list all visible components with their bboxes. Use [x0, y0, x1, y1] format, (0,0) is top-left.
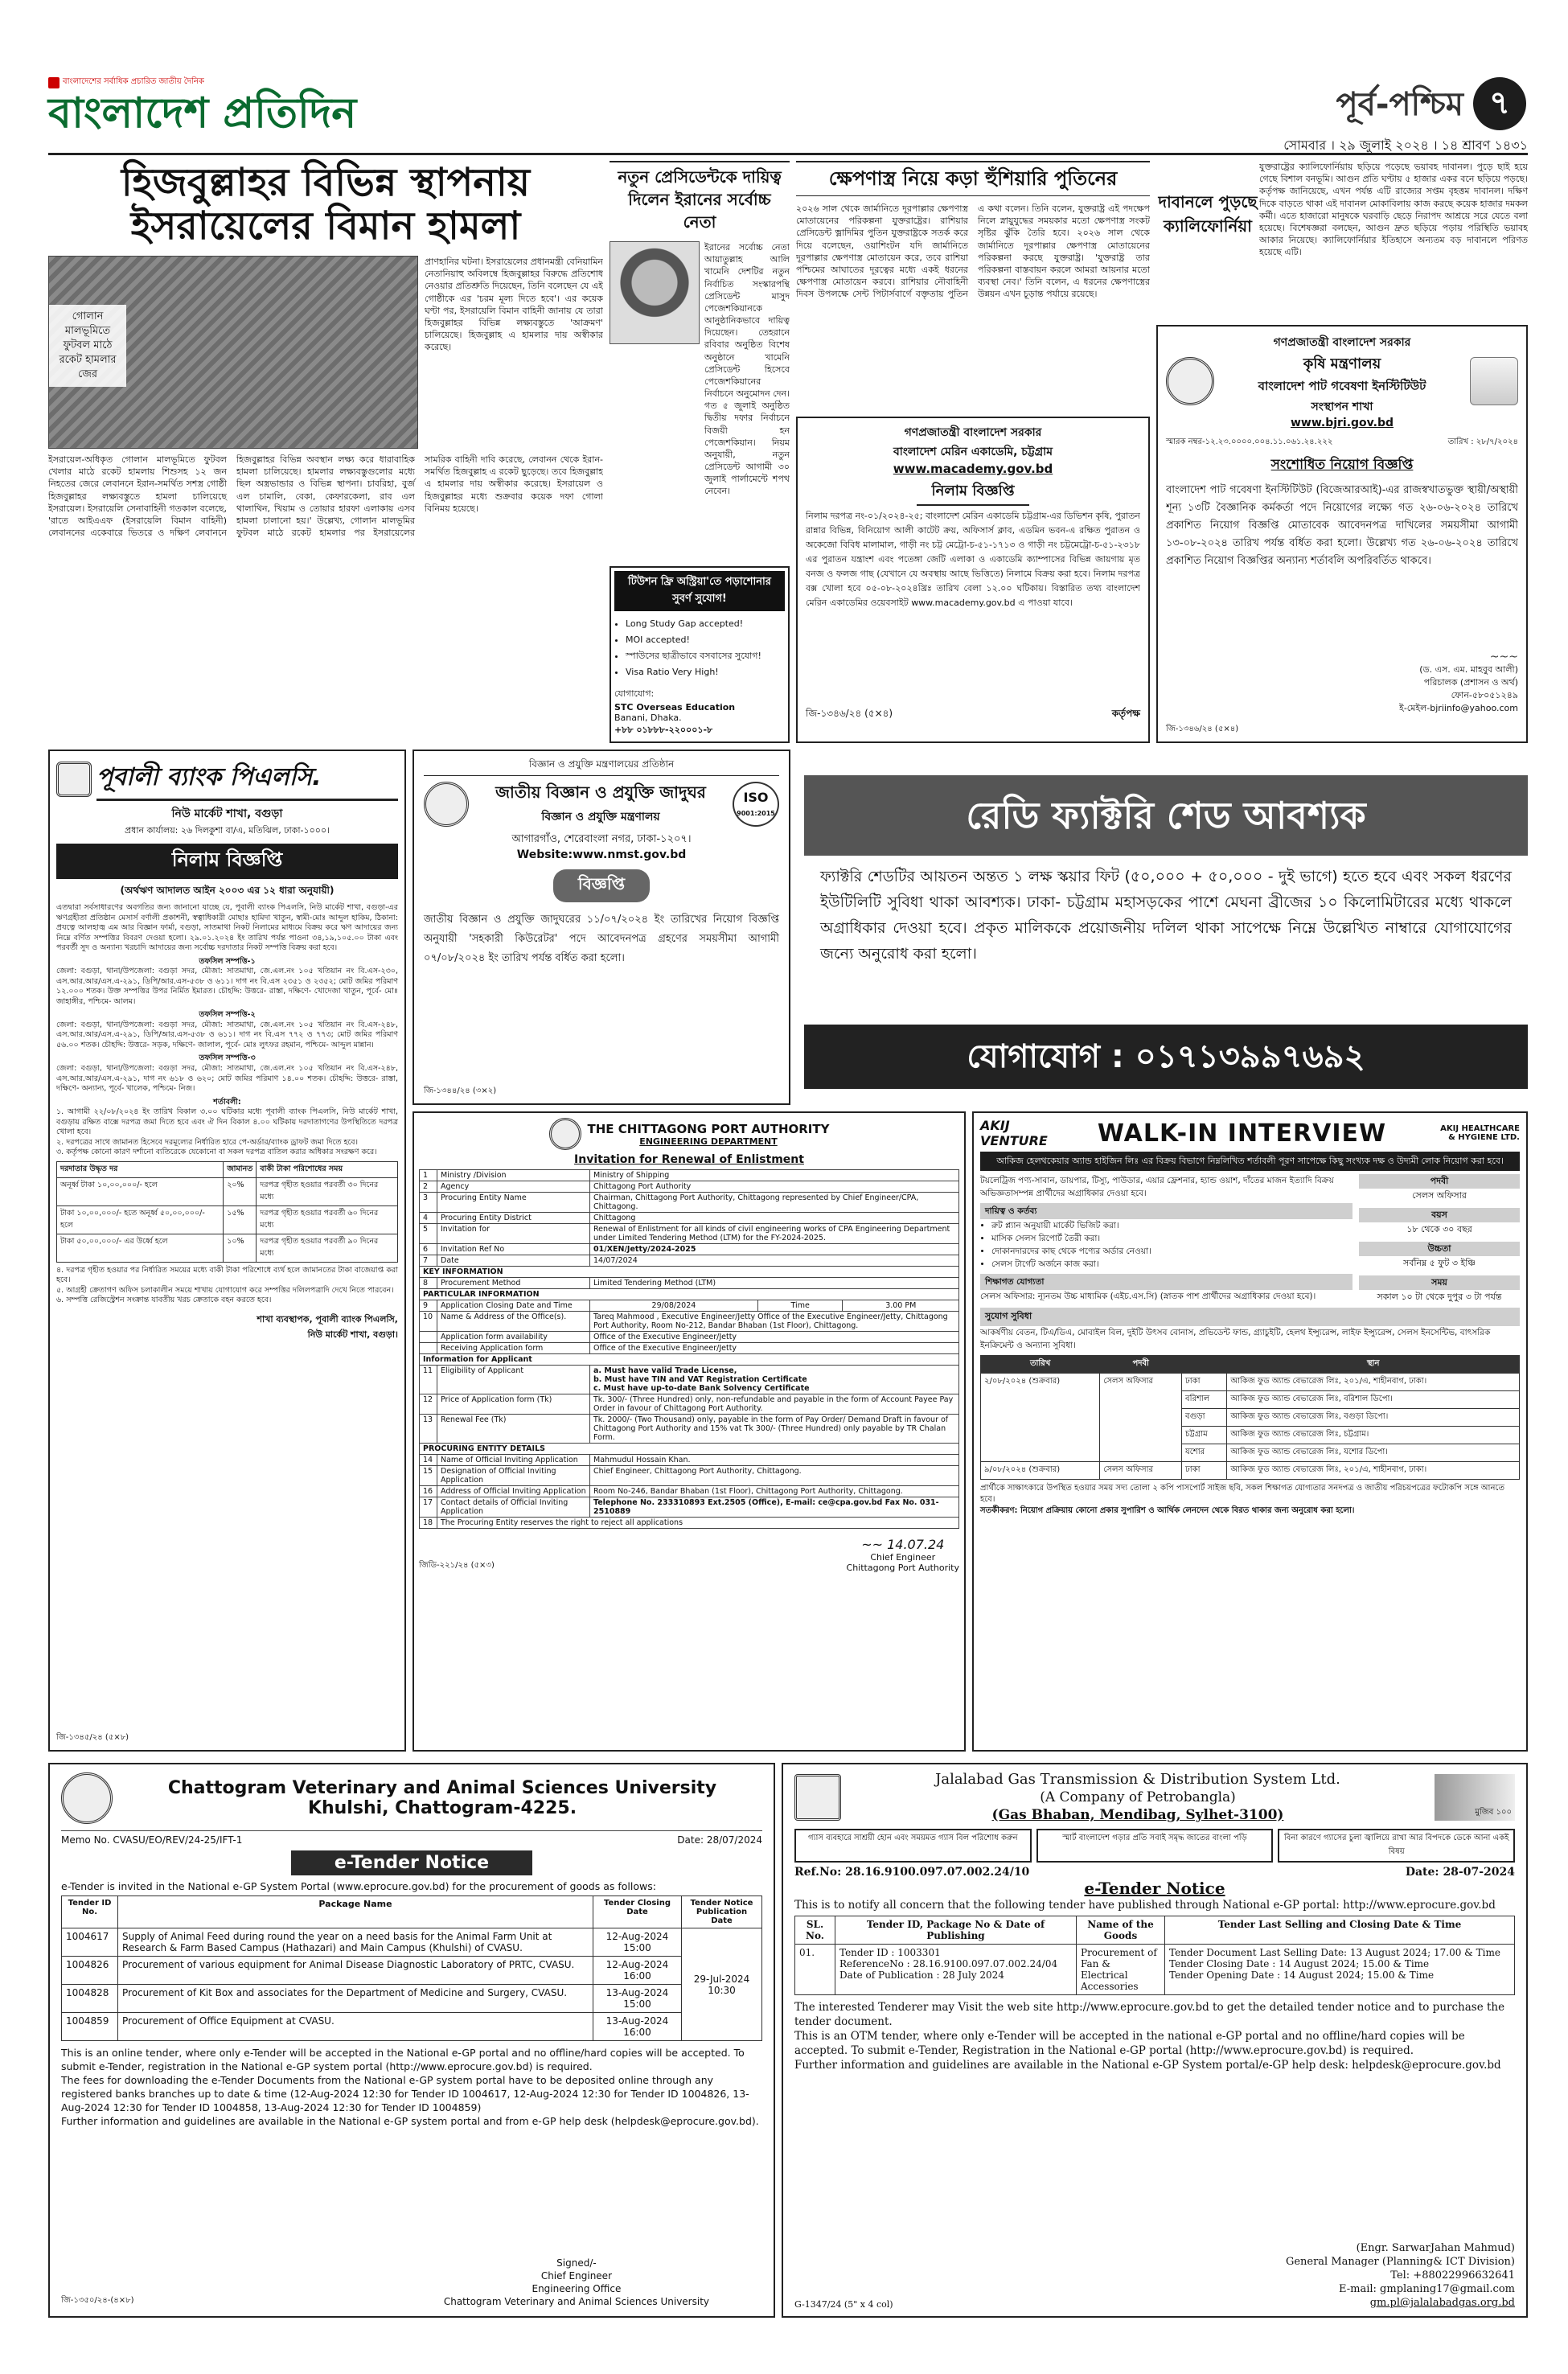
putin-headline: ক্ষেপণাস্ত্র নিয়ে কড়া হুঁশিয়ারি পুতিনের	[796, 161, 1150, 196]
cvasu-title: e-Tender Notice	[291, 1850, 532, 1875]
jute-body: বাংলাদেশ পাট গবেষণা ইনস্টিটিউট (বিজেআরআই)-এর রাজস্বখাতভুক্ত স্থায়ী/অস্থায়ী শূন্য ১৩টি বৈজ্ঞানিক কর্মকর্তা পদে নিয়োগের লক্ষ্যে গত ২৬-০৬-২০২৪ তারিখে প্রকাশিত নিয়োগ বিজ্ঞপ্তি মোতাবেক আবেদনপত্র দাখিলের সময়সীমা আগামী ১৩-০৮-২০২৪ তারিখ পর্যন্ত বর্ধিত করা হলো। উল্লেখ্য গত ২৬-০৬-২০২৪ তারিখে প্রকাশিত নিয়োগ বিজ্ঞপ্তির অন্যান্য শর্তাবলি অপরিবর্তিত থাকবে।	[1166, 484, 1518, 567]
pubali-sched3: জেলা: বগুড়া, থানা/উপজেলা: বগুড়া সদর, মৌজা: সাতমাথা, জে.এল.নং ১০৫ খতিয়ান নং বি.এস-২৪৮, এস.আর.আর/এস.এ-২৯১, দাগ নং ৬১৮ ও ৬২০; মোট জমির পরিমাণ ১৪.০০ শতক। চৌহদ্দি: উত্তরে- রাস্তা, দক্ষিণে- অন্যান্য, পূর্বে- খালেক, পশ্চিমে- নিজ।	[56, 1063, 398, 1094]
table-row: 2 Agency Chittagong Port Authority	[420, 1181, 959, 1193]
jute-gov: গণপ্রজাতন্ত্রী বাংলাদেশ সরকার	[1273, 336, 1411, 349]
jgtd-table: SL. No. Tender ID, Package No & Date of Publishing Name of the Goods Tender Last Selling and Closing Date & Time 01. Tender ID : 1003301 ReferenceNo : 28.16.9100.097.07.002.24/04 Date of Publication : 28 July 2024 Procurement of Fan & Electrical Accessories Tender Document Last Selling Date: 13 August 2024; 17.00 & Time Tender Closing Date : 14 August 2024; 15.00 & Time Tender Opening Date : 14 August 2024; 15.00 & Time	[794, 1916, 1515, 1995]
marine-ref: জি-১৩৪৬/২৪ (৫×৪)	[806, 708, 893, 719]
port-authority-ad	[413, 1111, 966, 1752]
tuition-phone[interactable]: +৮৮ ০১৮৮৮-২২০০০১-৮	[614, 725, 713, 735]
list-item: • রুট প্ল্যান অনুযায়ী মার্কেট ভিজিট করা।	[991, 1219, 1353, 1232]
table-row: ২/০৮/২০২৪ (শুক্রবার) সেলস অফিসার ঢাকা আকিজ ফুড অ্যান্ড বেভারেজ লিঃ, ২০১/এ, শাহীনবাগ, ঢাকা।	[981, 1374, 1520, 1391]
table-row: 10 Name & Address of the Office(s). Tareq Mahmood , Executive Engineer/Jetty Office of the Executive Engineer/Jetty, Chittagong Port Authority, Room No-212, Bandar Bhaban (1st Floor), Chittagong.	[420, 1312, 959, 1332]
akij-schedule-table: তারিখ পদবী স্থান ২/০৮/২০২৪ (শুক্রবার) সেলস অফিসার ঢাকা আকিজ ফুড অ্যান্ড বেভারেজ লিঃ, ২০১/এ, শাহীনবাগ, ঢাকা। বরিশাল আকিজ ফুড অ্যান্ড বেভারেজ লিঃ, বরিশাল ডিপো। বগুড়া আকিজ ফুড অ্যান্ড বেভারেজ লিঃ, বগুড়া ডিপো। চট্টগ্রাম আকিজ ফুড অ্যান্ড বেভারেজ লিঃ, চট্টগ্রাম। যশোর আকিজ ফুড অ্যান্ড বেভারেজ লিঃ, যশোর ডিপো। ৯/০৮/২০২৪ (শুক্রবার) সেলস অফিসার ঢাকা আকিজ ফুড অ্যান্ড বেভারেজ লিঃ, ২০১/এ, শাহীনবাগ, ঢাকা।	[980, 1355, 1520, 1480]
science-museum-ad	[413, 750, 790, 1105]
akij-height-header: উচ্চতা	[1359, 1242, 1520, 1256]
table-row: Application form availability Office of the Executive Engineer/Jetty	[420, 1332, 959, 1343]
cvasu-para2: The fees for downloading the e-Tender Documents from the National e-GP system portal have to be deposited online through any registered banks branches up to date & time (12-Aug-2024 12:30 for Tender ID 1004617, 12-Aug-2024 12:30 for Tender ID 1004826, 13-Aug-2024 12:30 for Tender ID 1004858, 13-Aug-2024 12:30 for Tender ID 1004859)	[61, 2074, 749, 2113]
cvasu-name: Chattogram Veterinary and Animal Sciences University	[167, 1778, 717, 1798]
marine-gov: গণপ্রজাতন্ত্রী বাংলাদেশ সরকার	[904, 426, 1042, 439]
akij-duty-header: দায়িত্ব ও কর্তব্য	[980, 1203, 1353, 1219]
table-row: 9 Application Closing Date and Time 29/08/2024 Time 3.00 PM	[420, 1300, 959, 1312]
jgtd-para3: Further information and guidelines are available in the National e-GP System portal/e-GP help desk: helpdesk@eprocure.gov.bd	[794, 2059, 1501, 2072]
badge-icon	[48, 77, 60, 88]
pubali-sched3-title: তফসিল সম্পত্তি-৩	[199, 1054, 256, 1063]
table-row: ৯/০৮/২০২৪ (শুক্রবার) সেলস অফিসার ঢাকা আকিজ ফুড অ্যান্ড বেভারেজ লিঃ, ২০১/এ, শাহীনবাগ, ঢাকা।	[981, 1462, 1520, 1480]
jgtd-intro: This is to notify all concern that the following tender have published through National e-GP portal: http://www.eprocure.gov.bd	[794, 1899, 1496, 1912]
akij-edu-header: শিক্ষাগত যোগ্যতা	[980, 1274, 1353, 1290]
table-row: যশোর আকিজ ফুড অ্যান্ড বেভারেজ লিঃ, যশোর ডিপো।	[981, 1444, 1520, 1462]
cvasu-address: Khulshi, Chattogram-4225.	[307, 1798, 577, 1818]
port-title: THE CHITTAGONG PORT AUTHORITY	[587, 1121, 830, 1136]
jgtd-tel: Tel: +88022996632641	[1390, 2269, 1515, 2282]
signature: ~~~	[1489, 651, 1518, 663]
cvasu-intro: e-Tender is invited in the National e-GP System Portal (www.eprocure.gov.bd) for the procurement of goods as follows:	[61, 1880, 656, 1892]
dateline: সোমবার । ২৯ জুলাই ২০২৪ । ১৪ শ্রাবণ ১৪৩১	[1283, 138, 1528, 153]
california-body: যুক্তরাষ্ট্রের ক্যালিফোর্নিয়ায় ছড়িয়ে পড়েছে ভয়াবহ দাবানল। পুড়ে ছাই হয়ে গেছে বিশাল বনভূমি। আগুন প্রতি ঘণ্টায় ৫ হাজার একর বনে ছড়িয়ে পড়ছে। কর্তৃপক্ষ জানিয়েছে, এখন পর্যন্ত এটি রাজ্যের সপ্তম বৃহত্তম দাবানল। দক্ষিণ দিকে বাড়তে থাকা এই দাবানল মোকাবিলায় কাজ করছে কয়েক হাজার দমকল কর্মী। এতে হাজারো মানুষকে ঘরবাড়ি ছেড়ে নিরাপদ আশ্রয়ে সরে যেতে বলা হয়েছে। বিশেষজ্ঞরা বলছেন, আগুন দ্রুত ছড়িয়ে পড়ায় পরিস্থিতি ভয়াবহ আকার নিয়েছে। ক্যালিফোর্নিয়ার ইতিহাসে অন্যতম বড় দাবানলে পরিণত হয়েছে এটি।	[1259, 162, 1528, 258]
table-row: 01. Tender ID : 1003301 ReferenceNo : 28.16.9100.097.07.002.24/04 Date of Publication : 28 July 2024 Procurement of Fan & Electrical Accessories Tender Document Last Selling Date: 13 August 2024; 17.00 & Time Tender Closing Date : 14 August 2024; 15.00 & Time Tender Opening Date : 14 August 2024; 15.00 & Time	[795, 1945, 1515, 1995]
photo-caption: গোলান মালভূমিতে ফুটবল মাঠে রকেট হামলার জের	[49, 305, 126, 387]
jute-phone: ফোন-৫৮০৫১২৪৯	[1451, 690, 1518, 700]
shed-contact[interactable]: যোগাযোগ : ০১৭১৩৯৯৭৬৯২	[804, 1025, 1528, 1089]
akij-note: প্রার্থীকে সাক্ষাৎকারে উপস্থিত হওয়ার সময় সদ্য তোলা ২ কপি পাসপোর্ট সাইজ ছবি, সকল শিক্ষাগত যোগ্যতার সনদপত্র ও জাতীয় পরিচয়পত্রের ফটোকপি সঙ্গে আনতে হবে।	[980, 1484, 1504, 1504]
iso-badge: ISO 9001:2015	[733, 782, 779, 827]
akij-post: সেলস অফিসার	[1412, 1190, 1467, 1201]
jgtd-date: Date: 28-07-2024	[1405, 1866, 1515, 1879]
jute-email[interactable]: ই-মেইল-bjriinfo@yahoo.com	[1399, 703, 1518, 713]
jute-institute: বাংলাদেশ পাট গবেষণা ইনস্টিটিউট	[1258, 379, 1426, 393]
museum-address: আগারগাঁও, শেরেবাংলা নগর, ঢাকা-১২০৭।	[511, 833, 692, 845]
shed-title: রেডি ফ্যাক্টরি শেড আবশ্যক	[804, 775, 1528, 856]
factory-shed-ad	[804, 775, 1528, 1097]
cvasu-tender-ad	[48, 1763, 775, 2318]
table-row: 7 Date 14/07/2024	[420, 1255, 959, 1267]
list-item: • দোকানদারদের কাছ থেকে পণ্যের অর্ডার নেওয়া।	[991, 1245, 1353, 1258]
shed-body: ফ্যাক্টরি শেডটির আয়তন অন্তত ১ লক্ষ স্কয়ার ফিট (৫০,০০০ + ৫০,০০০ - দুই ভাগে) হতে হবে এবং সকল ধরণের ইউটিলিটি সুবিধা থাকা আবশ্যক। ঢাকা- চট্টগ্রাম মহাসড়কের পাশে মেঘনা ব্রীজের ১০ কিলোমিটারের মধ্যে থাকলে অগ্রাধিকার দেওয়া হবে। প্রকৃত মালিককে প্রয়োজনীয় দলিল থাকা সাপেক্ষে নিম্নে উল্লেখিত নাম্বারে যোগাযোগের জন্যে অনুরোধ করা হলো।	[820, 868, 1512, 963]
akij-post-header: পদবী	[1359, 1174, 1520, 1189]
jute-ministry: কৃষি মন্ত্রণালয়	[1303, 355, 1381, 372]
cvasu-chief: Chief Engineer	[540, 2270, 612, 2282]
list-item: • স্পাউসের ছাত্রীভাবে বসবাসের সুযোগ!	[626, 648, 785, 664]
table-row: 13 Renewal Fee (Tk) Tk. 2000/- (Two Thousand) only, payable in the form of Pay Order/ Demand Draft in favour of Chittagong Port Authority and 15% vat Tk 300/- (Three Hundred) only payable by TR Chalan Form.	[420, 1415, 959, 1444]
akij-brand2: AKIJ HEALTHCARE & HYGIENE LTD.	[1440, 1124, 1520, 1142]
jgtd-sub: (A Company of Petrobangla)	[1040, 1789, 1236, 1805]
cvasu-univ: Chattogram Veterinary and Animal Sciences University	[443, 2296, 709, 2307]
table-row: 1 Ministry /Division Ministry of Shipping	[420, 1170, 959, 1181]
port-ref: জিডি-২২১/২৪ (৫×৩)	[419, 1561, 495, 1570]
akij-age: ১৮ থেকে ৩০ বছর	[1406, 1224, 1472, 1234]
jute-research-ad	[1156, 325, 1528, 743]
mujib100-logo: মুজিব ১০০	[1435, 1774, 1515, 1821]
list-item: • MOI accepted!	[626, 632, 785, 648]
jute-memo: স্মারক নম্বর-১২.২৩.০০০০.০০৪.১১.০৬১.২৪.২২২	[1166, 437, 1333, 446]
table-row: 1004859 Procurement of Office Equipment at CVASU. 13-Aug-2024 16:00	[62, 2013, 762, 2041]
jgtd-slogan3: বিনা কারণে গ্যাসের চুলা জ্বালিয়ে রাখা আর বিপদকে ডেকে আনা একই বিষয়	[1278, 1829, 1515, 1863]
jgtd-slogan1: গ্যাস ব্যবহারে সাশ্রয়ী হোন এবং সময়মত গ্যাস বিল পরিশোধ করুন	[794, 1829, 1032, 1863]
pubali-sched2: জেলা: বগুড়া, থানা/উপজেলা: বগুড়া সদর, মৌজা: সাতমাথা, জে.এল.নং ১০৫ খতিয়ান নং বি.এস-২৪৮, এস.আর.আর/এস.এ-২৯১, ডিপি/আর.এস-৫৩৮ ও ৬১১। দাগ নং বি.এস ৭৭২ ও ৭৭৩; মোট জমির পরিমাণ ৫৬.০০ শতক। চৌহদ্দি: উত্তরে- সড়ক, দক্ষিণে- জালাল, পূর্বে- মোঃ লুৎফর রহমান, পশ্চিমে- আব্দুল মান্নান।	[56, 1020, 398, 1049]
port-signer2: Chittagong Port Authority	[846, 1563, 959, 1573]
table-row: 14 Name of Official Inviting Application Mahmudul Hossain Khan.	[420, 1455, 959, 1466]
signature: ~~ 14.07.24	[861, 1537, 945, 1552]
port-signer: Chief Engineer	[870, 1552, 936, 1563]
cvasu-table: Tender ID No. Package Name Tender Closing Date Tender Notice Publication Date 1004617 Supply of Animal Feed during round the year on a need basis for the Animal Farm Unit at Research & Farm Based Campus (Hathazari) and Main Campus (Khulshi) of CVASU. 12-Aug-2024 15:00 29-Jul-2024 10:30 1004826 Procurement of various equipment for Animal Disease Diagnostic Laboratory of PRTC, CVASU. 12-Aug-2024 16:00 1004828 Procurement of Kit Box and associates for the Department of Medicine and Surgery, CVASU. 13-Aug-2024 15:00 1004859 Procurement of Office Equipment at CVASU. 13-Aug-2024 16:00	[61, 1896, 762, 2041]
museum-ref: জি-১৩৪৪/২৪ (৩×২)	[424, 1086, 497, 1095]
port-table: 1 Ministry /Division Ministry of Shipping 2 Agency Chittagong Port Authority 3 Procuring Entity Name Chairman, Chittagong Port Authority, Chittagong represented by Chief Engineer/CPA, Chittagong. 4 Procuring Entity District Chittagong 5 Invitation for Renewal of Enlistment for all kinds of civil engineering works of CPA Engineering Department under Limited Tendering Method (LTM) for the FY-2024-2025. 6 Invitation Ref No 01/XEN/Jetty/2024-2025 7 Date 14/07/2024 KEY INFORMATION 8 Procurement Method Limited Tendering Method (LTM) PARTICULAR INFORMATION 9 Application Closing Date and Time 29/08/2024 Time 3.00 PM 10 Name & Address of the Office(s). Tareq Mahmood , Executive Engineer/Jetty Office of the Executive Engineer/Jetty, Chittagong Port Authority, Room No-212, Bandar Bhaban (1st Floor), Chittagong. Application form availability Office of the Executive Engineer/Jetty Receiving Application form Office of the Executive Engineer/Jetty Information for Applicant 11 Eligibility of Applicant a. Must have valid Trade License, b. Must have TIN and VAT Registration Certificate c. Must have up-to-date Bank Solvency Certificate 12 Price of Application form (Tk) Tk. 300/- (Three Hundred) only, non-refundable and payable in the form of Account Payee Pay Order in favour of Chittagong Port Authority. 13 Renewal Fee (Tk) Tk. 2000/- (Two Thousand) only, payable in the form of Pay Order/ Demand Draft in favour of Chittagong Port Authority and 15% vat Tk 300/- (Three Hundred) only payable by TR Chalan Form. PROCURING ENTITY DETAILS 14 Name of Official Inviting Application Mahmudul Hossain Khan. 15 Designation of Official Inviting Application Chief Engineer, Chittagong Port Authority, Chittagong. 16 Address of Official Inviting Application Room No-246, Bandar Bhaban (1st Floor), Chittagong Port Authority, Chittagong. 17 Contact details of Official Inviting Application Telephone No. 233310893 Ext.2505 (Office), E-mail: ce@cpa.gov.bd Fax No. 031-2510889 18 The Procuring Entity reserves the right to reject all applications	[419, 1169, 959, 1529]
akij-height: সর্বনিম্ন ৫ ফুট ৩ ইঞ্চি	[1403, 1258, 1476, 1268]
akij-time-header: সময়	[1359, 1275, 1520, 1290]
putin-body: ২০২৬ সাল থেকে জার্মানিতে দূরপাল্লার ক্ষেপণাস্ত্র মোতায়েনের পরিকল্পনা যুক্তরাষ্ট্রের। রাশিয়ার প্রেসিডেন্ট ভ্লাদিমির পুতিন যুক্তরাষ্ট্রকে সতর্ক করে দিয়ে বলেছেন, ওয়াশিংটন যদি জার্মানিতে দূরপাল্লার ক্ষেপণাস্ত্র মোতায়েন করে, তবে রাশিয়া পশ্চিমের আঘাতের দূরত্বের মধ্যে একই ধরনের ক্ষেপণাস্ত্র মোতায়েন করবে। রাশিয়ার নৌবাহিনী দিবস উপলক্ষে সেন্ট পিটার্সবার্গে বক্তৃতায় পুতিন এ কথা বলেন। তিনি বলেন, যুক্তরাষ্ট্র এই পদক্ষেপ নিলে স্নায়ুযুদ্ধের সময়কার মতো ক্ষেপণাস্ত্র সংকট সৃষ্টির ঝুঁকি তৈরি হবে। ২০২৬ সাল থেকে জার্মানিতে দূরপাল্লার ক্ষেপণাস্ত্র মোতায়েনের পরিকল্পনা করছে যুক্তরাষ্ট্র। 'যুক্তরাষ্ট্র তার পরিকল্পনা বাস্তবায়ন করলে আমরা আয়নার মতো ব্যবস্থা নেব।' তিনি বলেন, এ ধরনের ক্ষেপণাস্ত্রের উন্নয়ন এখন চূড়ান্ত পর্যায়ে রয়েছে।	[796, 203, 1150, 300]
masthead-tagline: বাংলাদেশের সর্বাধিক প্রচারিত জাতীয় দৈনিক	[48, 76, 418, 89]
akij-age-header: বয়স	[1359, 1208, 1520, 1222]
government-seal-icon	[1166, 357, 1214, 405]
marine-sign: কর্তৃপক্ষ	[1111, 708, 1140, 719]
jute-branch: সংস্থাপন শাখা	[1311, 400, 1373, 413]
akij-benefit-header: সুযোগ সুবিধা	[980, 1308, 1520, 1326]
museum-logo-icon	[424, 782, 469, 827]
jgtd-slogan2: স্মার্ট বাংলাদেশ গড়ার প্রতি সবাই সমৃদ্ধ জাতের বাংলা পড়ি	[1036, 1829, 1274, 1863]
pubali-sign: শাখা ব্যবস্থাপক, পূবালী ব্যাংক পিএলসি,	[257, 1313, 398, 1325]
pubali-bank-ad	[48, 750, 406, 1752]
table-row: 3 Procuring Entity Name Chairman, Chittagong Port Authority, Chittagong represented by Chief Engineer/CPA, Chittagong.	[420, 1193, 959, 1213]
page-number-badge: ৭	[1473, 77, 1526, 130]
museum-name: জাতীয় বিজ্ঞান ও প্রযুক্তি জাদুঘর	[495, 782, 706, 802]
table-row: 18 The Procuring Entity reserves the right to reject all applications	[420, 1518, 959, 1529]
pubali-sign2: নিউ মার্কেট শাখা, বগুড়া।	[307, 1329, 398, 1340]
jgtd-address: (Gas Bhaban, Mendibag, Sylhet-3100)	[991, 1807, 1284, 1823]
jute-ref: জি-১৩৪৬/২৪ (৫×৪)	[1166, 725, 1239, 733]
table-row: 11 Eligibility of Applicant a. Must have valid Trade License, b. Must have TIN and VAT Registration Certificate c. Must have up-to-date Bank Solvency Certificate	[420, 1366, 959, 1394]
akij-duty-list	[980, 1219, 1353, 1271]
jgtd-title: e-Tender Notice	[1084, 1879, 1225, 1898]
cvasu-office: Engineering Office	[532, 2283, 622, 2294]
table-row: 6 Invitation Ref No 01/XEN/Jetty/2024-2025	[420, 1244, 959, 1255]
jgtd-para2: This is an OTM tender, where only e-Tender will be accepted in the national e-GP portal and no offline/hard copies will be accepted. To submit e-Tender, Registration in the National e-GP portal (http://www.eprocure.gov.bd) is required.	[794, 2030, 1465, 2057]
deposit-table	[56, 1161, 398, 1263]
table-row: বগুড়া আকিজ ফুড অ্যান্ড বেভারেজ লিঃ, বগুড়া ডিপো।	[981, 1409, 1520, 1427]
marine-title: নিলাম বিজ্ঞপ্তি	[917, 479, 1029, 506]
jgtd-web[interactable]: gm.pl@jalalabadgas.org.bd	[1369, 2297, 1515, 2309]
table-row: অনূর্ধ্ব টাকা ১০,০০,০০০/- হলে ২০% দরপত্র গৃহীত হওয়ার পরবর্তী ৩০ দিনের মধ্যে	[57, 1177, 398, 1205]
hezbollah-body-b: প্রাণহানির ঘটনা। ইসরায়েলের প্রধানমন্ত্রী বেনিয়ামিন নেতানিয়াহু অবিলম্বে হিজবুল্লাহর বিরুদ্ধে প্রতিশোধ নেওয়ার প্রতিশ্রুতি দিয়েছেন, তিনি বলেছেন যে এই গোষ্ঠীকে এর 'চরম মূল্য দিতে হবে'। এর কয়েক ঘণ্টা পর, ইসরায়েলি বিমান বাহিনী জানায় যে তারা হিজবুল্লাহর বিভিন্ন লক্ষ্যবস্তুতে 'আক্রমণ' চালিয়েছে। হিজবুল্লাহ এ হামলার দায় অস্বীকার করেছে।	[425, 257, 603, 353]
pubali-terms2: ৪. দরপত্র গৃহীত হওয়ার পর নির্ধারিত সময়ের মধ্যে বাকী টাকা পরিশোধে ব্যর্থ হলে জামানতের টাকা বাজেয়াপ্ত করা হবে। ৫. আগ্রহী ক্রেতাগণ অফিস চলাকালীন সময়ে শাখায় যোগাযোগ করে সম্পত্তির দলিলপত্রাদি দেখে নিতে পারবেন। ৬. সম্পত্তি রেজিস্ট্রেশন সংক্রান্ত যাবতীয় খরচ ক্রেতাকে বহন করতে হবে।	[56, 1265, 398, 1305]
pubali-act: (অর্থঋণ আদালত আইন ২০০৩ এর ১২ ধারা অনুযায়ী)	[120, 885, 335, 896]
museum-ministry: বিজ্ঞান ও প্রযুক্তি মন্ত্রণালয়	[541, 811, 660, 824]
port-notice: Invitation for Renewal of Enlistment	[574, 1153, 804, 1166]
jgtd-gref: G-1347/24 (5" x 4 col)	[794, 2299, 893, 2310]
table-row: 5 Invitation for Renewal of Enlistment for all kinds of civil engineering works of CPA Engineering Department under Limited Tendering Method (LTM) for the FY-2024-2025.	[420, 1224, 959, 1244]
table-row: 17 Contact details of Official Inviting Application Telephone No. 233310893 Ext.2505 (Office), E-mail: ce@cpa.gov.bd Fax No. 031-2510889	[420, 1497, 959, 1518]
table-row: 12 Price of Application form (Tk) Tk. 300/- (Three Hundred) only, non-refundable and payable in the form of Account Payee Pay Order in favour of Chittagong Port Authority.	[420, 1394, 959, 1415]
section-title: পূর্ব-পশ্চিম	[1336, 86, 1463, 123]
tuition-title: টিউশন ফ্রি অস্ট্রিয়া'তে পড়াশোনার সুবর্ণ সুযোগ!	[614, 571, 785, 611]
jute-signer: (ড. এস. এম. মাহবুব আলী)	[1419, 664, 1518, 675]
museum-title: বিজ্ঞপ্তি	[553, 869, 650, 902]
cvasu-para1: This is an online tender, where only e-Tender will be accepted in the National e-GP portal and no offline/hard copies will be accepted. To submit e-Tender, registration in the National e-GP system portal (http://www.eprocure.gov.bd) is required.	[61, 2047, 745, 2072]
pubali-ref: জি-১৩৪৫/২৪ (৫×৮)	[56, 1733, 129, 1742]
port-logo-icon	[549, 1118, 581, 1150]
list-item: • মাসিক সেলস রিপোর্ট তৈরী করা।	[991, 1232, 1353, 1245]
pubali-logo-icon	[56, 762, 92, 797]
jgtd-email[interactable]: E-mail: gmplaning17@gmail.com	[1339, 2283, 1515, 2295]
akij-warning: সতর্কীকরণ: নিয়োগ প্রক্রিয়ায় কোনো প্রকার সুপারিশ ও আর্থিক লেনদেন থেকে বিরত থাকার জন্য অনুরোধ করা হলো।	[980, 1506, 1355, 1515]
table-row: টাকা ৫০,০০,০০০/- এর উর্ধ্বে হলে ১০% দরপত্র গৃহীত হওয়ার পরবর্তী ৯০ দিনের মধ্যে	[57, 1234, 398, 1262]
cvasu-ref: জি-১৩৫০/২৪-(৪×৮)	[61, 2296, 134, 2305]
museum-website[interactable]: Website:www.nmst.gov.bd	[516, 848, 687, 861]
list-item: • Long Study Gap accepted!	[626, 616, 785, 632]
port-dept: ENGINEERING DEPARTMENT	[639, 1136, 778, 1147]
akij-brand: AKIJ VENTURE	[980, 1118, 1048, 1148]
marine-academy-ad	[796, 417, 1150, 743]
table-row: 16 Address of Official Inviting Application Room No-246, Bandar Bhaban (1st Floor), Chittagong Port Authority, Chittagong.	[420, 1486, 959, 1497]
table-header: জামানত	[224, 1161, 257, 1177]
akij-edu: সেলস অফিসার: ন্যূনতম উচ্চ মাধ্যমিক (এইচ.এস.সি) (স্নাতক পাশ প্রার্থীদের অগ্রাধিকার দেওয়া হবে)।	[980, 1292, 1316, 1301]
pubali-name: পূবালী ব্যাংক পিএলসি.	[96, 758, 398, 801]
jgtd-desig: General Manager (Planning& ICT Division)	[1285, 2256, 1515, 2268]
table-row: 8 Procurement Method Limited Tendering Method (LTM)	[420, 1278, 959, 1289]
pubali-hq: প্রধান কার্যালয়: ২৬ দিলকুশা বা/এ, মতিঝিল, ঢাকা-১০০০।	[124, 825, 330, 836]
akij-benefit: আকর্ষণীয় বেতন, টিএ/ডিএ, মোবাইল বিল, দুইটি উৎসব বোনাস, প্রভিডেন্ট ফান্ড, গ্র্যাচুইটি, হেলথ ইন্স্যুরেন্স, লাইফ ইন্স্যুরেন্স, সেলস ইনসেন্টিভ, বাৎসরিক ইনক্রিমেন্ট ও অন্যান্য সুবিধা।	[980, 1328, 1491, 1350]
cvasu-logo-icon	[61, 1772, 113, 1824]
jgtd-para1: The interested Tenderer may Visit the web site http://www.eprocure.gov.bd to get the detailed tender notice and to purchase the tender document.	[794, 2001, 1505, 2028]
tuition-ad	[610, 566, 790, 743]
museum-body: জাতীয় বিজ্ঞান ও প্রযুক্তি জাদুঘরের ১১/০৭/২০২৪ ইং তারিখের নিয়োগ বিজ্ঞপ্তি অনুযায়ী 'সহকারী কিউরেটর' পদে আবেদনপত্র গ্রহণের সময়সীমা আগামী ০৭/০৮/২০২৪ ইং তারিখ পর্যন্ত বর্ধিত করা হলো।	[424, 914, 779, 964]
masthead-logo-block	[48, 76, 418, 138]
tuition-contact-label: যোগাযোগ:	[614, 688, 655, 699]
akij-walkin-ad	[972, 1111, 1528, 1752]
jgtd-name: Jalalabad Gas Transmission & Distribution System Ltd.	[935, 1771, 1340, 1788]
pubali-sched1: জেলা: বগুড়া, থানা/উপজেলা: বগুড়া সদর, মৌজা: সাতমাথা, জে.এল.নং ১০৫ খতিয়ান নং বি.এস-২৩০, এস.আর.আর/এস.এ-২৯১, ডিপি/আর.এস-৫৩৮ ও ৬১১। দাগ নং বি.এস ২৩৫১ ও ২৩৫২; মোট জমির পরিমাণ ১২.০০০ শতক। উক্ত সম্পত্তির উপর নির্মিত ইমারত। চৌহদ্দি: উত্তরে- রাস্তা, দক্ষিণে- খোদেজা খাতুন, পূর্বে- মোঃ জাহাঙ্গীর, পশ্চিমে- আলম।	[56, 967, 398, 1006]
tuition-company: STC Overseas Education	[614, 702, 736, 713]
table-row: Receiving Application form Office of the Executive Engineer/Jetty	[420, 1343, 959, 1354]
museum-line1: বিজ্ঞান ও প্রযুক্তি মন্ত্রণালয়ের প্রতিষ্ঠান	[424, 758, 779, 776]
hezbollah-body-a: ইসরায়েল-অধিকৃত গোলান মালভূমিতে ফুটবল খেলার মাঠে রকেট হামলায় শিশুসহ ১২ জন নিহতের জেরে লেবাননে ইরান-সমর্থিত সশস্ত্র গোষ্ঠী হিজবুল্লাহর লক্ষ্যবস্তুতে হামলা চালিয়েছে ইসরায়েল। ইসরায়েলি সেনাবাহিনী গতকাল বলেছে, 'রাতে আইএএফ (ইসরায়েলি বিমান বাহিনী) লেবাননের একেবারে ভিতরে ও দক্ষিণ লেবাননে হিজবুল্লাহর বিভিন্ন অবস্থান লক্ষ্য করে ধারাবাহিক হামলা চালিয়েছে। হামলার লক্ষ্যবস্তুগুলোর মধ্যে ছিল অস্ত্রভান্ডার ও বিভিন্ন স্থাপনা। চাবরিহা, বুর্জ এল চামালি, বেকা, কেফারকেলা, রাব এল থালাথিন, খিয়াম ও তোয়ার হারফা এলাকায় এসব হামলা চালানো হয়।' উল্লেখ্য, গোলান মালভূমির ফুটবল মাঠে রকেট হামলার পর ইসরায়েলের সামরিক বাহিনী দাবি করেছে, লেবানন থেকে ইরান-সমর্থিত হিজবুল্লাহ এ রকেট ছুড়েছে। তবে হিজবুল্লাহ এ হামলার দায় অস্বীকার করেছে। ইসরায়েল ও হিজবুল্লাহর মধ্যে শুক্রবার কয়েক দফা গোলা বিনিময় হয়েছে।	[48, 454, 603, 539]
jgtd-ref: Ref.No: 28.16.9100.097.07.002.24/10	[794, 1866, 1030, 1879]
jgtd-signer: (Engr. SarwarJahan Mahmud)	[1356, 2242, 1515, 2254]
table-row: 4 Procuring Entity District Chittagong	[420, 1213, 959, 1224]
jute-designation: পরিচালক (প্রশাসন ও অর্থ)	[1423, 677, 1518, 688]
cvasu-date: Date: 28/07/2024	[677, 1834, 762, 1846]
marine-body: নিলাম দরপত্র নং-০১/২০২৪-২৫; বাংলাদেশ মেরিন একাডেমি চট্টগ্রাম-এর ডিভিশন কৃষি, পুরাতন রান্নার বিভিন্ন, বিনিয়োগ আলী কাটেট ক্রয়, অফিসার্স ক্লাব, এডমিন ভবন-এ রক্ষিত পুরাতন ও অকেজো বিবিধ মালামাল, গাড়ী নং চট্ট মেট্রো-চ-৫১-১৭১৩ ও গাড়ী নং চট্টমেট্রো-চ-৫১-২৩১৮ এর পুরাতন যন্ত্রাংশ এবং পতেঙ্গা জেটি এলাকা ও একাডেমি ক্যাম্পাসের বিভিন্ন জায়গায় মৃত বনজ ও ফলজ গাছ (যেখানে যে অবস্থায় আছে ভিত্তিতে) নিলামে বিক্রয় করা হবে। নিলাম দরপত্র বক্স খোলা হবে ০৫-০৮-২০২৪খ্রিঃ তারিখ বেলা ১২.০০ ঘটিকায়। বিস্তারিত তথ্য বাংলাদেশ মেরিন একাডেমির ওয়েবসাইট www.macademy.gov.bd এ পাওয়া যাবে।	[806, 511, 1140, 608]
newspaper-logo[interactable]: বাংলাদেশ প্রতিদিন	[48, 88, 357, 138]
cvasu-para3: Further information and guidelines are available in the National e-GP system portal and from e-GP help desk (helpdesk@eprocure.gov.bd).	[61, 2115, 759, 2127]
akij-time: সকাল ১০ টা থেকে দুপুর ৩ টা পর্যন্ত	[1377, 1292, 1502, 1302]
marine-org: বাংলাদেশ মেরিন একাডেমি, চট্টগ্রাম	[893, 446, 1053, 458]
tuition-list	[614, 616, 785, 680]
cvasu-memo: Memo No. CVASU/EO/REV/24-25/IFT-1	[61, 1834, 243, 1846]
petrobangla-logo-icon	[794, 1774, 841, 1821]
table-row: বরিশাল আকিজ ফুড অ্যান্ড বেভারেজ লিঃ, বরিশাল ডিপো।	[981, 1391, 1520, 1409]
table-row: 15 Designation of Official Inviting Application Chief Engineer, Chittagong Port Authority, Chittagong.	[420, 1466, 959, 1486]
list-item: • সেলস টার্গেট অর্জনে কাজ করা।	[991, 1258, 1353, 1271]
akij-intro: আকিজ হেলথকেয়ার অ্যান্ড হাইজিন লিঃ এর বিক্রয় বিভাগে নিম্নলিখিত শর্তাবলী পূরণ সাপেক্ষে কিছু সংখ্যক দক্ষ ও উদ্যমী লোক নিয়োগ করা হবে।	[980, 1152, 1520, 1171]
table-header: দরদাতার উদ্ধৃত দর	[57, 1161, 224, 1177]
iran-headline: নতুন প্রেসিডেন্টকে দায়িত্ব দিলেন ইরানের সর্বোচ্চ নেতা	[618, 167, 782, 232]
pubali-terms-title: শর্তাবলী:	[213, 1097, 241, 1107]
akij-products: টয়লেট্রিজ পণ্য-সাবান, ডায়পার, টিস্যু, পাউডার, এয়ার ফ্রেশনার, হ্যান্ড ওয়াশ, দাঁতের মাজন ইত্যাদি বিক্রয় অভিজ্ঞতাসম্পন্ন প্রার্থীদের অগ্রাধিকার দেওয়া হবে।	[980, 1176, 1334, 1198]
jute-website[interactable]: www.bjri.gov.bd	[1290, 417, 1394, 429]
pubali-sched1-title: তফসিল সম্পত্তি-১	[199, 956, 256, 966]
akij-title: WALK-IN INTERVIEW	[1097, 1119, 1387, 1148]
table-row: 1004826 Procurement of various equipment for Animal Disease Diagnostic Laboratory of PRTC, CVASU. 12-Aug-2024 16:00	[62, 1957, 762, 1985]
pubali-sched2-title: তফসিল সম্পত্তি-২	[199, 1010, 256, 1020]
table-row: 1004828 Procurement of Kit Box and associates for the Department of Medicine and Surgery, CVASU. 13-Aug-2024 15:00	[62, 1985, 762, 2013]
table-row: চট্টগ্রাম আকিজ ফুড অ্যান্ড বেভারেজ লিঃ, চট্টগ্রাম।	[981, 1427, 1520, 1444]
list-item: • Visa Ratio Very High!	[626, 664, 785, 680]
iran-rule	[610, 161, 790, 162]
masthead-rule	[48, 153, 1528, 155]
jalalabad-gas-ad	[782, 1763, 1528, 2318]
pubali-terms: ১. আগামী ২২/০৮/২০২৪ ইং তারিখ বিকাল ৩.০০ ঘটিকার মধ্যে পূবালী ব্যাংক পিএলসি, নিউ মার্কেট শাখা, বগুড়ায় রক্ষিত বাক্সে দরপত্র জমা দিতে হবে এবং ঐ দিন বিকাল ৪.০০ ঘটিকায় দরদাতাগণের উপস্থিতিতে দরপত্র খোলা হবে। ২. দরপত্রের সাথে জামানত হিসেবে দরমূল্যের নির্ধারিত হারে পে-অর্ডার/ব্যাংক ড্রাফট জমা দিতে হবে। ৩. কর্তৃপক্ষ কোনো কারণ দর্শানো ব্যতিরেকে যেকোনো বা সকল দরপত্র বাতিল করার অধিকার সংরক্ষণ করে।	[56, 1107, 398, 1157]
california-headline: দাবানলে পুড়ছে ক্যালিফোর্নিয়া	[1158, 192, 1258, 236]
table-header: বাকী টাকা পরিশোধের সময়	[257, 1161, 398, 1177]
jute-date: তারিখ : ২৮/৭/২০২৪	[1447, 437, 1518, 446]
cvasu-signed: Signed/-	[556, 2257, 597, 2269]
pubali-intro: এতদ্বারা সর্বসাধারণের অবগতির জন্য জানানো যাচ্ছে যে, পূবালী ব্যাংক পিএলসি, নিউ মার্কেট শাখা, বগুড়া-এর ঋণগ্রহীতা প্রতিষ্ঠান মেসার্স বর্ণালী প্রকাশনী, স্বত্বাধিকারী মোছাঃ হামিদা খাতুন, স্বামী-মোঃ আব্দুল হাকিম, ঠিকানা: প্রযত্নে আলহাজ্ব এম আর বিজ্ঞান ফার্মা, বগুড়া, সাতমাথা নিকট নিলামের মাধ্যমে বিক্রয় করে ঋণ আদায়ের জন্য নিম্নে বর্ণিত সম্পত্তির বিবরণ দেওয়া হলো। ২৯.০১.২০২৪ ইং তারিখ পর্যন্ত পাওনা ৩৪,১৯,১০৫.০০ টাকা এবং পরবর্তী সুদ ও অন্যান্য খরচাদি আদায়ের জন্য সর্বোচ্চ দরদাতার নিকট সম্পত্তি বিক্রয় করা হবে।	[56, 903, 398, 953]
table-row: টাকা ১০,০০,০০০/- হতে অনূর্ধ্ব ৫০,০০,০০০/- হলে ১৫% দরপত্র গৃহীত হওয়ার পরবর্তী ৬০ দিনের মধ্যে	[57, 1205, 398, 1234]
iran-body: ইরানের সর্বোচ্চ নেতা আয়াতুল্লাহ আলি খামেনি দেশটির নতুন নির্বাচিত সংস্কারপন্থি প্রেসিডেন্ট মাসুদ পেজেশকিয়ানকে আনুষ্ঠানিকভাবে দায়িত্ব দিয়েছেন। তেহরানে রবিবার অনুষ্ঠিত বিশেষ অনুষ্ঠানে খামেনি প্রেসিডেন্ট হিসেবে পেজেশকিয়ানের নির্বাচনে অনুমোদন দেন। গত ৫ জুলাই অনুষ্ঠিত দ্বিতীয় দফার নির্বাচনে বিজয়ী হন পেজেশকিয়ান। নিয়ম অনুযায়ী, নতুন প্রেসিডেন্ট আগামী ৩০ জুলাই পার্লামেন্টে শপথ নেবেন।	[704, 242, 790, 497]
marine-website[interactable]: www.macademy.gov.bd	[893, 462, 1053, 476]
pubali-title: নিলাম বিজ্ঞপ্তি	[56, 844, 398, 879]
smart-agri-logo-icon	[1470, 357, 1518, 405]
table-row: 1004617 Supply of Animal Feed during round the year on a need basis for the Animal Farm Unit at Research & Farm Based Campus (Hathazari) and Main Campus (Khulshi) of CVASU. 12-Aug-2024 15:00 29-Jul-2024 10:30	[62, 1928, 762, 1957]
football-field-photo	[48, 256, 418, 449]
tuition-address: Banani, Dhaka.	[614, 713, 682, 723]
jute-title: সংশোধিত নিয়োগ বিজ্ঞপ্তি	[1270, 457, 1414, 473]
hezbollah-headline: হিজবুল্লাহর বিভিন্ন স্থাপনায় ইসরায়েলের বিমান হামলা	[121, 160, 531, 248]
pubali-branch: নিউ মার্কেট শাখা, বগুড়া	[171, 807, 283, 820]
